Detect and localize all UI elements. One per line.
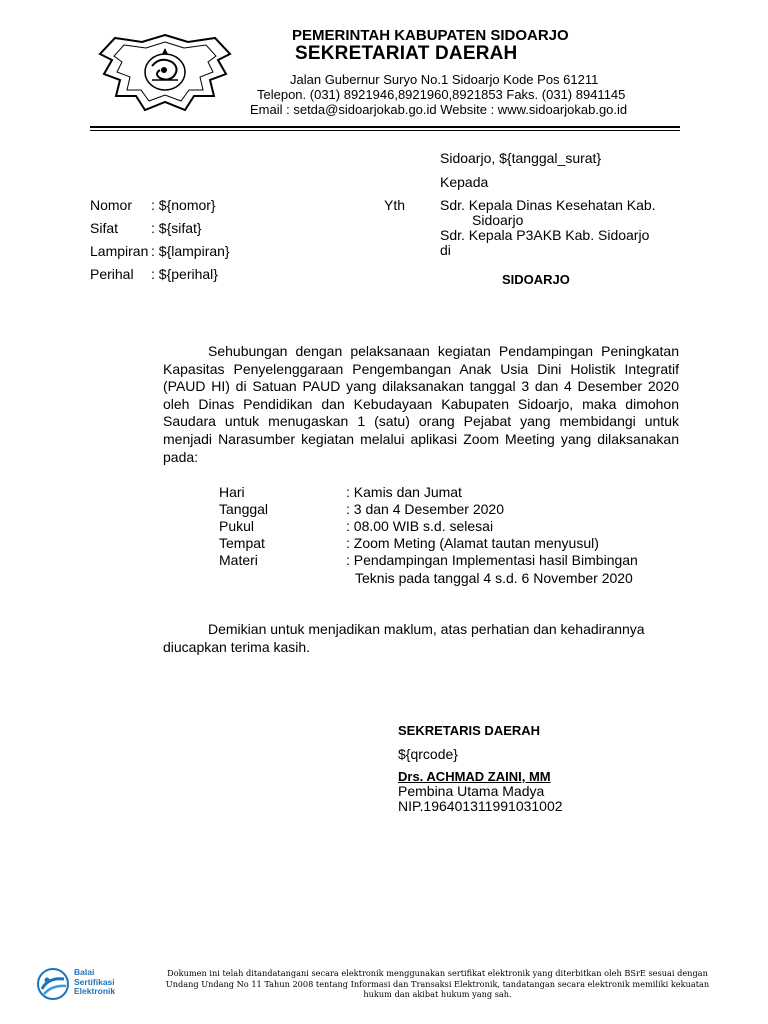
recipient-1-line-2: Sidoarjo: [472, 212, 524, 228]
detail-label-tempat: Tempat: [219, 535, 265, 551]
sifat-label: Sifat: [90, 220, 119, 236]
detail-label-materi: Materi: [219, 552, 258, 568]
office-name: SEKRETARIAT DAERAH: [295, 43, 518, 64]
institution-name: PEMERINTAH KABUPATEN SIDOARJO: [292, 27, 569, 44]
closing-paragraph: [163, 620, 679, 656]
nomor-value: : ${nomor}: [151, 197, 216, 213]
detail-label-pukul: Pukul: [219, 518, 255, 534]
detail-label-tanggal: Tanggal: [219, 501, 269, 517]
detail-value-materi: : Pendampingan Implementasi hasil Bimbingan: [346, 552, 638, 568]
destination-city: SIDOARJO: [502, 272, 570, 287]
qrcode-placeholder: ${qrcode}: [398, 746, 458, 762]
signatory-title: SEKRETARIS DAERAH: [398, 723, 541, 738]
perihal-label: Perihal: [90, 266, 134, 282]
bsre-label-line-2: Sertifikasi: [74, 976, 115, 987]
detail-label-hari: Hari: [219, 484, 245, 500]
detail-value-materi-cont: Teknis pada tanggal 4 s.d. 6 November 2020: [355, 570, 633, 586]
bsre-emblem-icon: [36, 967, 70, 1001]
body-paragraph-text: Sehubungan dengan pelaksanaan kegiatan Pendampingan Peningkatan Kapasitas Penyelenggaraan Pengembangan Anak Usia Dini Holistik Integratif (PAUD HI) di Satuan PAUD yang dilaksanakan tanggal 3 dan 4 Desember 2020 oleh Dinas Pendidikan dan Kebudayaan Kabupaten Sidoarjo, maka dimohon Saudara untuk menugaskan 1 (satu) orang Pejabat yang membidangi untuk menjadi Narasumber kegiatan melalui aplikasi Zoom Meeting yang dilaksanakan pada:: [163, 343, 679, 465]
bsre-logo: [36, 967, 146, 1001]
letterhead-rule-thin: [90, 130, 680, 131]
recipient-2: Sdr. Kepala P3AKB Kab. Sidoarjo: [440, 227, 650, 243]
signatory-nip: NIP.196401311991031002: [398, 798, 563, 814]
closing-paragraph-text: Demikian untuk menjadikan maklum, atas perhatian dan kehadirannya diucapkan terima kasih.: [163, 621, 645, 655]
letterhead-rule-thick: [90, 126, 680, 128]
sifat-value: : ${sifat}: [151, 220, 202, 236]
kepada-label: Kepada: [440, 174, 489, 190]
lampiran-label: Lampiran: [90, 243, 149, 259]
phone-line: Telepon. (031) 8921946,8921960,8921853 Faks. (031) 8941145: [257, 87, 626, 102]
body-paragraph: [163, 343, 679, 466]
detail-value-hari: : Kamis dan Jumat: [346, 484, 462, 500]
e-signature-disclaimer: Dokumen ini telah ditandatangani secara elektronik menggunakan sertifikat elektronik yang diterbitkan oleh BSrE sesuai dengan Undang Undang No 11 Tahun 2008 tentang Informasi dan Transaksi Elektronik, tandatangan secara elektronik memiliki kekuatan hukum dan akibat hukum yang sah.: [165, 968, 710, 999]
place-date: Sidoarjo, ${tanggal_surat}: [440, 150, 602, 166]
detail-value-tempat: : Zoom Meting (Alamat tautan menyusul): [346, 535, 599, 551]
detail-value-pukul: : 08.00 WIB s.d. selesai: [346, 518, 494, 534]
recipient-1-line-1: Sdr. Kepala Dinas Kesehatan Kab.: [440, 197, 656, 213]
perihal-value: : ${perihal}: [151, 266, 218, 282]
signatory-rank: Pembina Utama Madya: [398, 783, 545, 799]
signatory-name: Drs. ACHMAD ZAINI, MM: [398, 769, 551, 784]
address-line: Jalan Gubernur Suryo No.1 Sidoarjo Kode Pos 61211: [290, 72, 599, 87]
contact-line: Email : setda@sidoarjokab.go.id Website : www.sidoarjokab.go.id: [250, 102, 628, 117]
bsre-label-line-3: Elektronik: [74, 986, 116, 996]
nomor-label: Nomor: [90, 197, 133, 213]
lampiran-value: : ${lampiran}: [151, 243, 230, 259]
di-label: di: [440, 242, 451, 258]
detail-value-tanggal: : 3 dan 4 Desember 2020: [346, 501, 504, 517]
regency-emblem-logo: [90, 30, 240, 115]
bsre-label-line-1: Balai: [74, 967, 95, 977]
yth-label: Yth: [384, 197, 406, 213]
